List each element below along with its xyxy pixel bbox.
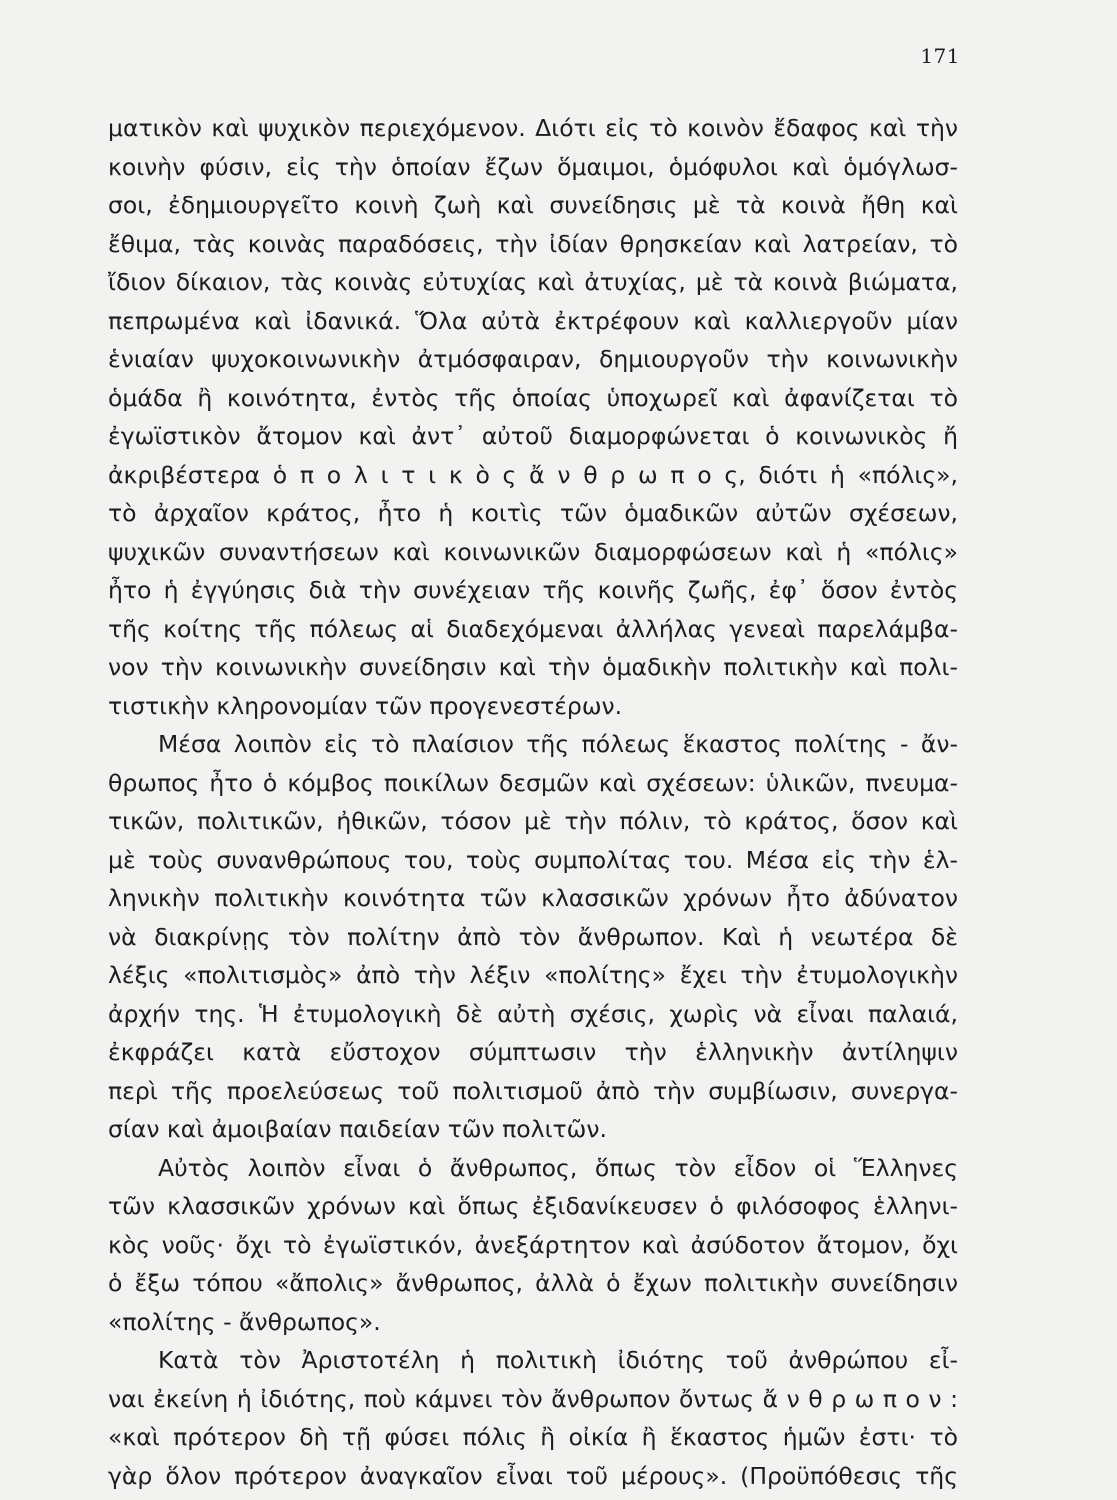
text-line: Αὐτὸς λοιπὸν εἶναι ὁ ἄνθρωπος, ὅπως τὸν εἶδον οἱ Ἕλληνες xyxy=(158,1153,958,1182)
text-line: ἐκφράζει κατὰ εὔστοχον σύμπτωσιν τὴν ἑλληνικὴν ἀντίληψιν xyxy=(108,1038,958,1066)
text-line: «πολίτης - ἄνθρωπος». xyxy=(108,1307,381,1336)
text-line: τὸ ἀρχαῖον κράτος, ἦτο ἡ κοιτὶς τῶν ὁμαδικῶν αὐτῶν σχέσεων, xyxy=(108,499,958,527)
text-line: «καὶ πρότερον δὴ τῇ φύσει πόλις ἢ οἰκία ἢ ἕκαστος ἡμῶν ἐστι· τὸ xyxy=(108,1423,958,1451)
text-line: περὶ τῆς προελεύσεως τοῦ πολιτισμοῦ ἀπὸ τὴν συμβίωσιν, συνεργα- xyxy=(108,1076,958,1105)
text-line: κὸς νοῦς· ὄχι τὸ ἐγωϊστικόν, ἀνεξάρτητον καὶ ἀσύδοτον ἄτομον, ὄχι xyxy=(108,1230,958,1259)
text-line: ματικὸν καὶ ψυχικὸν περιεχόμενον. Διότι εἰς τὸ κοινὸν ἔδαφος καὶ τὴν xyxy=(108,114,958,142)
text-line: ψυχικῶν συναντήσεων καὶ κοινωνικῶν διαμορφώσεων καὶ ἡ «πόλις» xyxy=(108,537,958,566)
text-line: Μέσα λοιπὸν εἰς τὸ πλαίσιον τῆς πόλεως ἕκαστος πολίτης - ἄν- xyxy=(158,730,958,758)
text-line: ἀκριβέστερα ὁ π ο λ ι τ ι κ ὸ ς ἄ ν θ ρ ω π ο ς, διότι ἡ «πόλις», xyxy=(108,460,958,489)
text-line: ὁ ἔξω τόπου «ἄπολις» ἄνθρωπος, ἀλλὰ ὁ ἔχων πολιτικὴν συνείδησιν xyxy=(108,1269,958,1297)
text-line: ὁμάδα ἢ κοινότητα, ἐντὸς τῆς ὁποίας ὑποχωρεῖ καὶ ἀφανίζεται τὸ xyxy=(108,383,958,412)
body-text xyxy=(108,109,958,1495)
text-line: πεπρωμένα καὶ ἰδανικά. Ὅλα αὐτὰ ἐκτρέφουν καὶ καλλιεργοῦν μίαν xyxy=(108,306,958,335)
text-line: τῶν κλασσικῶν χρόνων καὶ ὅπως ἐξιδανίκευσεν ὁ φιλόσοφος ἑλληνι- xyxy=(108,1192,958,1220)
text-line: σίαν καὶ ἀμοιβαίαν παιδείαν τῶν πολιτῶν. xyxy=(108,1115,607,1143)
text-line: ἔθιμα, τὰς κοινὰς παραδόσεις, τὴν ἰδίαν θρησκείαν καὶ λατρείαν, τὸ xyxy=(108,229,958,258)
text-line: τῆς κοίτης τῆς πόλεως αἱ διαδεχόμεναι ἀλλήλας γενεαὶ παρελάμβα- xyxy=(108,614,958,643)
text-line: γὰρ ὅλον πρότερον ἀναγκαῖον εἶναι τοῦ μέρους». (Προϋπόθεσις τῆς xyxy=(108,1461,958,1490)
text-line: σοι, ἐδημιουργεῖτο κοινὴ ζωὴ καὶ συνείδησις μὲ τὰ κοινὰ ἤθη καὶ xyxy=(108,191,958,219)
text-line: ναι ἐκείνη ἡ ἰδιότης, ποὺ κάμνει τὸν ἄνθρωπον ὄντως ἄ ν θ ρ ω π ο ν : xyxy=(108,1384,958,1413)
text-line: νον τὴν κοινωνικὴν συνείδησιν καὶ τὴν ὁμαδικὴν πολιτικὴν καὶ πολι- xyxy=(108,653,958,681)
paragraph-1 xyxy=(108,109,958,725)
text-line: τιστικὴν κληρονομίαν τῶν προγενεστέρων. xyxy=(108,691,623,720)
paragraph-3 xyxy=(108,1149,958,1342)
paragraph-4 xyxy=(108,1341,958,1495)
text-line: ἀρχήν της. Ἡ ἐτυμολογικὴ δὲ αὐτὴ σχέσις, χωρὶς νὰ εἶναι παλαιά, xyxy=(108,999,958,1028)
text-line: νὰ διακρίνῃς τὸν πολίτην ἀπὸ τὸν ἄνθρωπον. Καὶ ἡ νεωτέρα δὲ xyxy=(108,922,958,951)
text-line: Κατὰ τὸν Ἀριστοτέλη ἡ πολιτικὴ ἰδιότης τοῦ ἀνθρώπου εἶ- xyxy=(158,1346,958,1374)
text-line: ἑνιαίαν ψυχοκοινωνικὴν ἀτμόσφαιραν, δημιουργοῦν τὴν κοινωνικὴν xyxy=(108,345,958,373)
text-line: λέξις «πολιτισμὸς» ἀπὸ τὴν λέξιν «πολίτης» ἔχει τὴν ἐτυμολογικὴν xyxy=(108,961,958,989)
text-line: ἐγωϊστικὸν ἄτομον καὶ ἀντ᾿ αὐτοῦ διαμορφώνεται ὁ κοινωνικὸς ἤ xyxy=(108,422,958,450)
text-line: ληνικὴν πολιτικὴν κοινότητα τῶν κλασσικῶν χρόνων ἦτο ἀδύνατον xyxy=(108,884,958,912)
text-line: θρωπος ἦτο ὁ κόμβος ποικίλων δεσμῶν καὶ σχέσεων: ὑλικῶν, πνευμα- xyxy=(108,768,958,797)
text-line: τικῶν, πολιτικῶν, ἠθικῶν, τόσον μὲ τὴν πόλιν, τὸ κράτος, ὅσον καὶ xyxy=(108,807,958,835)
text-line: ἦτο ἡ ἐγγύησις διὰ τὴν συνέχειαν τῆς κοινῆς ζωῆς, ἐφ᾿ ὅσον ἐντὸς xyxy=(108,576,958,604)
text-line: κοινὴν φύσιν, εἰς τὴν ὁποίαν ἔζων ὅμαιμοι, ὁμόφυλοι καὶ ὁμόγλωσ- xyxy=(108,152,958,181)
page-number: 171 xyxy=(920,44,960,68)
text-line: ἴδιον δίκαιον, τὰς κοινὰς εὐτυχίας καὶ ἀτυχίας, μὲ τὰ κοινὰ βιώματα, xyxy=(108,268,958,296)
paragraph-2 xyxy=(108,725,958,1149)
text-line: μὲ τοὺς συνανθρώπους του, τοὺς συμπολίτας του. Μέσα εἰς τὴν ἑλ- xyxy=(108,845,958,874)
